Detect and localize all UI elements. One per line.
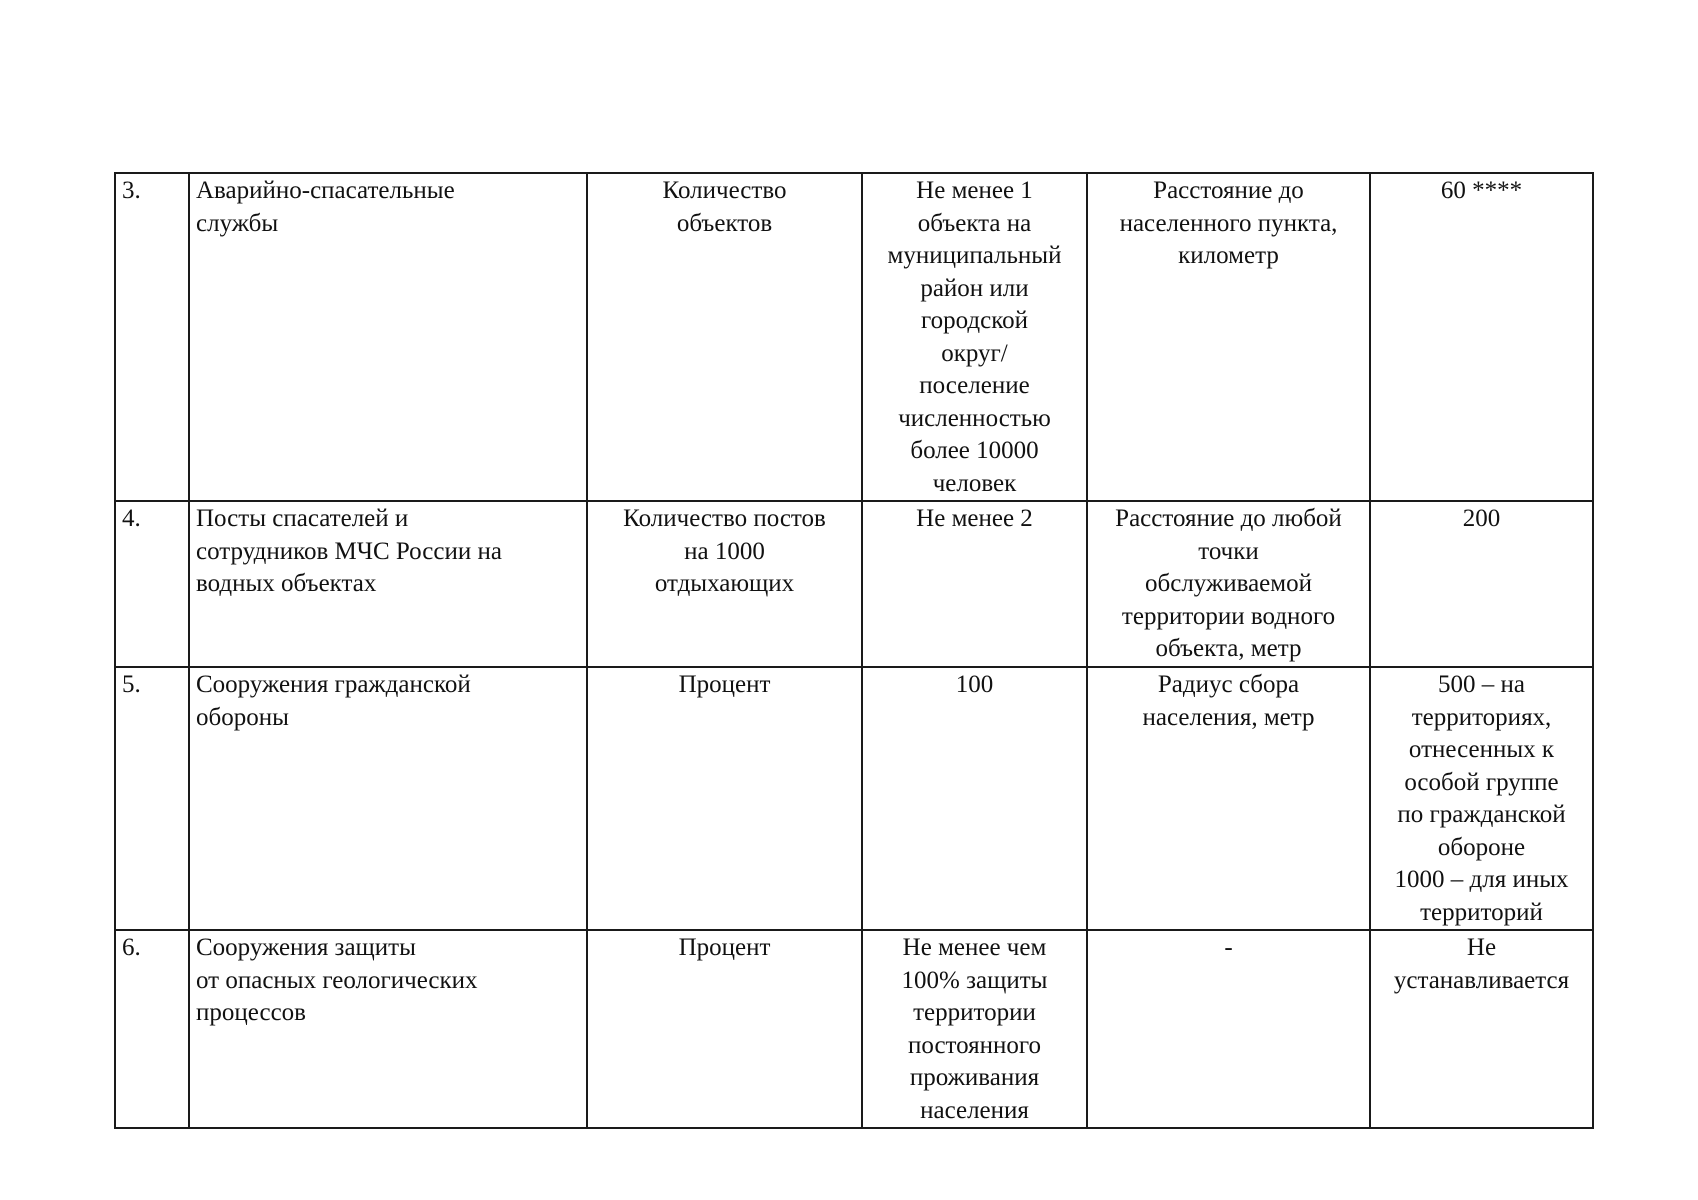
min-level-text: Не менее 1 объекта на муниципальный район или городской округ/ поселение численностью более 10000 человек [887,177,1062,497]
accessibility-value-text: 200 [1462,505,1501,532]
accessibility-value-cell [1370,173,1593,501]
accessibility-value-text: 60 **** [1440,177,1523,204]
unit-cell [587,501,862,667]
row-number-cell [115,930,189,1128]
facility-name: Сооружения защиты от опасных геологических процессов [196,934,478,1026]
accessibility-unit-cell [1087,930,1370,1128]
unit-text: Количество постов на 1000 отдыхающих [623,505,826,597]
accessibility-unit-cell [1087,173,1370,501]
min-level-text: Не менее чем 100% защиты территории постоянного проживания населения [901,934,1048,1124]
accessibility-unit-cell [1087,667,1370,930]
unit-text: Процент [678,934,771,961]
row-number: 5. [122,671,141,698]
min-level-text: Не менее 2 [916,505,1033,532]
unit-cell [587,173,862,501]
row-number-cell [115,173,189,501]
facility-name: Аварийно-спасательные службы [196,177,455,237]
table-row [115,173,1593,501]
min-level-cell [862,173,1087,501]
row-number: 3. [122,177,141,204]
accessibility-value-text: Не устанавливается [1393,934,1570,994]
row-number-cell [115,501,189,667]
table-row [115,667,1593,930]
accessibility-unit-cell [1087,501,1370,667]
standards-table [114,172,1594,1129]
accessibility-value-cell [1370,930,1593,1128]
row-number: 6. [122,934,141,961]
facility-name: Посты спасателей и сотрудников МЧС России на водных объектах [196,505,502,597]
accessibility-unit-text: Расстояние до любой точки обслуживаемой территории водного объекта, метр [1115,505,1342,662]
min-level-cell [862,667,1087,930]
accessibility-unit-text: - [1224,934,1233,961]
row-number: 4. [122,505,141,532]
unit-cell [587,930,862,1128]
facility-name: Сооружения гражданской обороны [196,671,471,731]
facility-name-cell [189,930,587,1128]
unit-text: Количество объектов [662,177,787,237]
facility-name-cell [189,501,587,667]
accessibility-value-cell [1370,501,1593,667]
accessibility-value-cell [1370,667,1593,930]
unit-text: Процент [678,671,771,698]
table-row [115,501,1593,667]
table-row [115,930,1593,1128]
accessibility-unit-text: Расстояние до населенного пункта, километр [1119,177,1338,269]
min-level-cell [862,930,1087,1128]
min-level-text: 100 [955,671,994,698]
row-number-cell [115,667,189,930]
min-level-cell [862,501,1087,667]
accessibility-value-text: 500 – на территориях, отнесенных к особой группе по гражданской обороне 1000 – для иных территорий [1394,671,1569,926]
unit-cell [587,667,862,930]
accessibility-unit-text: Радиус сбора населения, метр [1142,671,1315,731]
facility-name-cell [189,173,587,501]
facility-name-cell [189,667,587,930]
